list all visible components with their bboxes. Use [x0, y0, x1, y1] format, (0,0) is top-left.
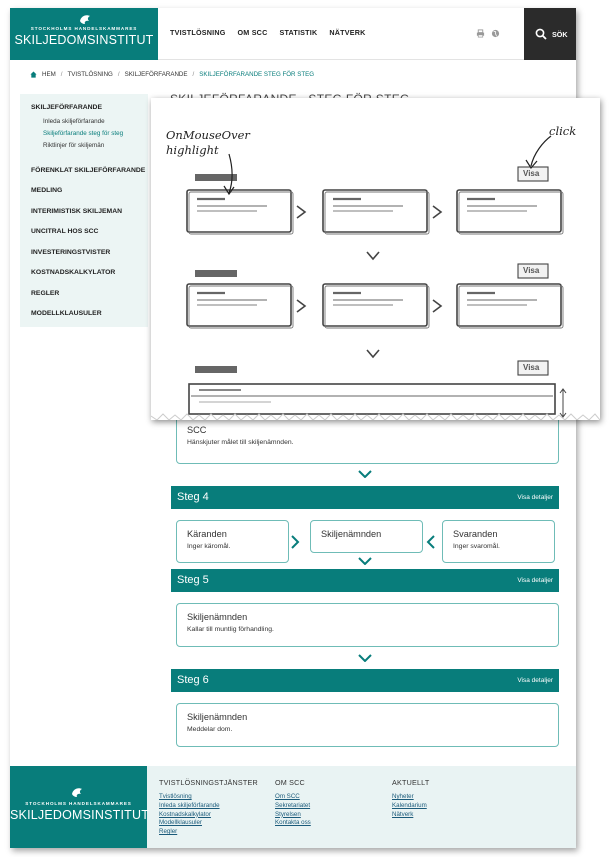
globe-emblem-icon — [70, 786, 84, 798]
wireframe-overlay — [151, 98, 600, 420]
footer-col-aktuellt — [392, 778, 429, 819]
chevron-down-icon — [358, 557, 372, 565]
sidebar-item-modellklausuler[interactable]: MODELLKLAUSULER — [31, 310, 102, 317]
footer-link[interactable]: Kalendarium — [392, 801, 427, 809]
step-5-bar — [171, 569, 559, 592]
svaranden-box[interactable] — [442, 520, 555, 563]
show-details-link[interactable]: Visa detaljer — [517, 577, 553, 584]
sidebar-section-skiljeforfarande[interactable]: SKILJEFÖRFARANDE — [31, 104, 102, 111]
show-details-link[interactable]: Visa detaljer — [517, 677, 553, 684]
home-icon — [30, 71, 37, 78]
footer-col-om-scc — [275, 778, 311, 828]
logo-small-text: STOCKHOLMS HANDELSKAMMARES — [25, 801, 132, 806]
breadcrumb-current: SKILJEFÖRFARANDE STEG FÖR STEG — [199, 71, 315, 78]
logo-small-text: STOCKHOLMS HANDELSKAMMARES — [30, 26, 138, 31]
step-6-box[interactable] — [176, 703, 559, 747]
chevron-down-icon — [358, 470, 372, 478]
main-nav — [170, 28, 366, 37]
search-button[interactable] — [524, 8, 576, 60]
wireframe-visa-label: Visa — [523, 169, 540, 178]
box-desc: Meddelar dom. — [187, 726, 233, 733]
scc-box[interactable] — [176, 416, 559, 464]
footer-logo[interactable] — [10, 766, 150, 848]
sidebar-item-forenklat[interactable]: FÖRENKLAT SKILJEFÖRFARANDE — [31, 167, 146, 174]
footer-col-tvistlosningstjanster — [159, 778, 258, 837]
chevron-right-icon — [290, 535, 300, 549]
nav-item-statistik[interactable]: STATISTIK — [279, 28, 318, 37]
step-5-box[interactable] — [176, 603, 559, 647]
skiljenamnden-box[interactable] — [310, 520, 423, 553]
wireframe-visa-label: Visa — [523, 266, 540, 275]
footer-link[interactable]: Om SCC — [275, 793, 300, 800]
breadcrumb-home[interactable]: HEM — [42, 71, 56, 78]
wireframe-visa-label: Visa — [523, 363, 540, 372]
box-desc: Inger svaromål. — [453, 543, 500, 550]
nav-item-natverk[interactable]: NÄTVERK — [329, 28, 366, 37]
sidebar-item-kostnadskalkylator[interactable]: KOSTNADSKALKYLATOR — [31, 269, 116, 276]
globe-icon[interactable] — [491, 29, 500, 38]
breadcrumb-skiljeforfarande[interactable]: SKILJEFÖRFARANDE — [124, 71, 188, 78]
step-6-bar — [171, 669, 559, 692]
footer-link[interactable]: Nätverk — [392, 810, 414, 818]
breadcrumb-separator: / — [192, 71, 195, 78]
sidebar — [20, 94, 148, 327]
footer-link[interactable]: Styrelsen — [275, 810, 301, 818]
sidebar-item-interimistisk[interactable]: INTERIMISTISK SKILJEMAN — [31, 208, 123, 215]
nav-item-tvistlosning[interactable]: TVISTLÖSNING — [170, 28, 226, 37]
sidebar-item-medling[interactable]: MEDLING — [31, 187, 63, 194]
footer-link[interactable]: Inleda skiljeförfarande — [159, 801, 220, 809]
breadcrumb — [30, 71, 314, 78]
globe-emblem-icon — [78, 13, 92, 25]
footer-link[interactable]: Kontakta oss — [275, 819, 311, 827]
footer-heading: TVISTLÖSNINGSTJÄNSTER — [159, 778, 258, 787]
handwritten-note-mouseover: OnMouseOver highlight — [166, 128, 250, 157]
box-desc: Hänskjuter målet till skiljenämnden. — [187, 439, 294, 446]
breadcrumb-separator: / — [117, 71, 120, 78]
breadcrumb-tvistlosning[interactable]: TVISTLÖSNING — [67, 71, 113, 78]
footer-heading: OM SCC — [275, 778, 305, 787]
box-desc: Kallar till muntlig förhandling. — [187, 626, 274, 633]
footer-link[interactable]: Tvistlösning — [159, 793, 192, 800]
site-logo[interactable] — [10, 8, 158, 60]
sidebar-sub-steg-for-steg[interactable]: Skiljeförfarande steg för steg — [43, 130, 124, 137]
handwritten-note-click: click — [549, 124, 577, 138]
box-title: Skiljenämnden — [187, 712, 248, 722]
box-title: Skiljenämnden — [321, 529, 382, 539]
sidebar-item-uncitral[interactable]: UNCITRAL HOS SCC — [31, 228, 99, 235]
breadcrumb-separator: / — [60, 71, 63, 78]
print-icon[interactable] — [476, 29, 485, 38]
show-details-link[interactable]: Visa detaljer — [517, 494, 553, 501]
chevron-left-icon — [426, 535, 436, 549]
sidebar-sub-inleda[interactable]: Inleda skiljeförfarande — [43, 118, 105, 125]
step-label: Steg 6 — [177, 674, 209, 686]
step-4-bar — [171, 486, 559, 509]
footer-link[interactable]: Regler — [159, 828, 178, 836]
site-footer — [10, 766, 576, 848]
step-label: Steg 5 — [177, 574, 209, 586]
search-label: SÖK — [552, 30, 568, 39]
logo-big-text: SKILJEDOMSINSTITUT — [14, 33, 154, 47]
nav-item-om-scc[interactable]: OM SCC — [237, 28, 268, 37]
box-desc: Inger käromål. — [187, 543, 231, 550]
karanden-box[interactable] — [176, 520, 289, 563]
footer-heading: AKTUELLT — [392, 778, 430, 787]
footer-link[interactable]: Modellklausuler — [159, 819, 202, 827]
footer-link[interactable]: Kostnadskalkylator — [159, 810, 211, 818]
logo-big-text: SKILJEDOMSINSTITUT — [10, 808, 150, 822]
site-header — [10, 8, 576, 60]
chevron-down-icon — [358, 654, 372, 662]
box-title: Svaranden — [453, 529, 498, 539]
sidebar-item-investeringstvister[interactable]: INVESTERINGSTVISTER — [31, 249, 111, 256]
box-title: Skiljenämnden — [187, 612, 248, 622]
box-title: SCC — [187, 425, 207, 435]
step-label: Steg 4 — [177, 491, 209, 503]
box-title: Käranden — [187, 529, 227, 539]
footer-link[interactable]: Nyheter — [392, 793, 414, 800]
sidebar-item-regler[interactable]: REGLER — [31, 290, 60, 297]
sidebar-sub-riktlinjer[interactable]: Riktlinjer för skiljemän — [43, 142, 105, 149]
search-icon — [535, 28, 547, 40]
footer-link[interactable]: Sekretariatet — [275, 801, 311, 809]
